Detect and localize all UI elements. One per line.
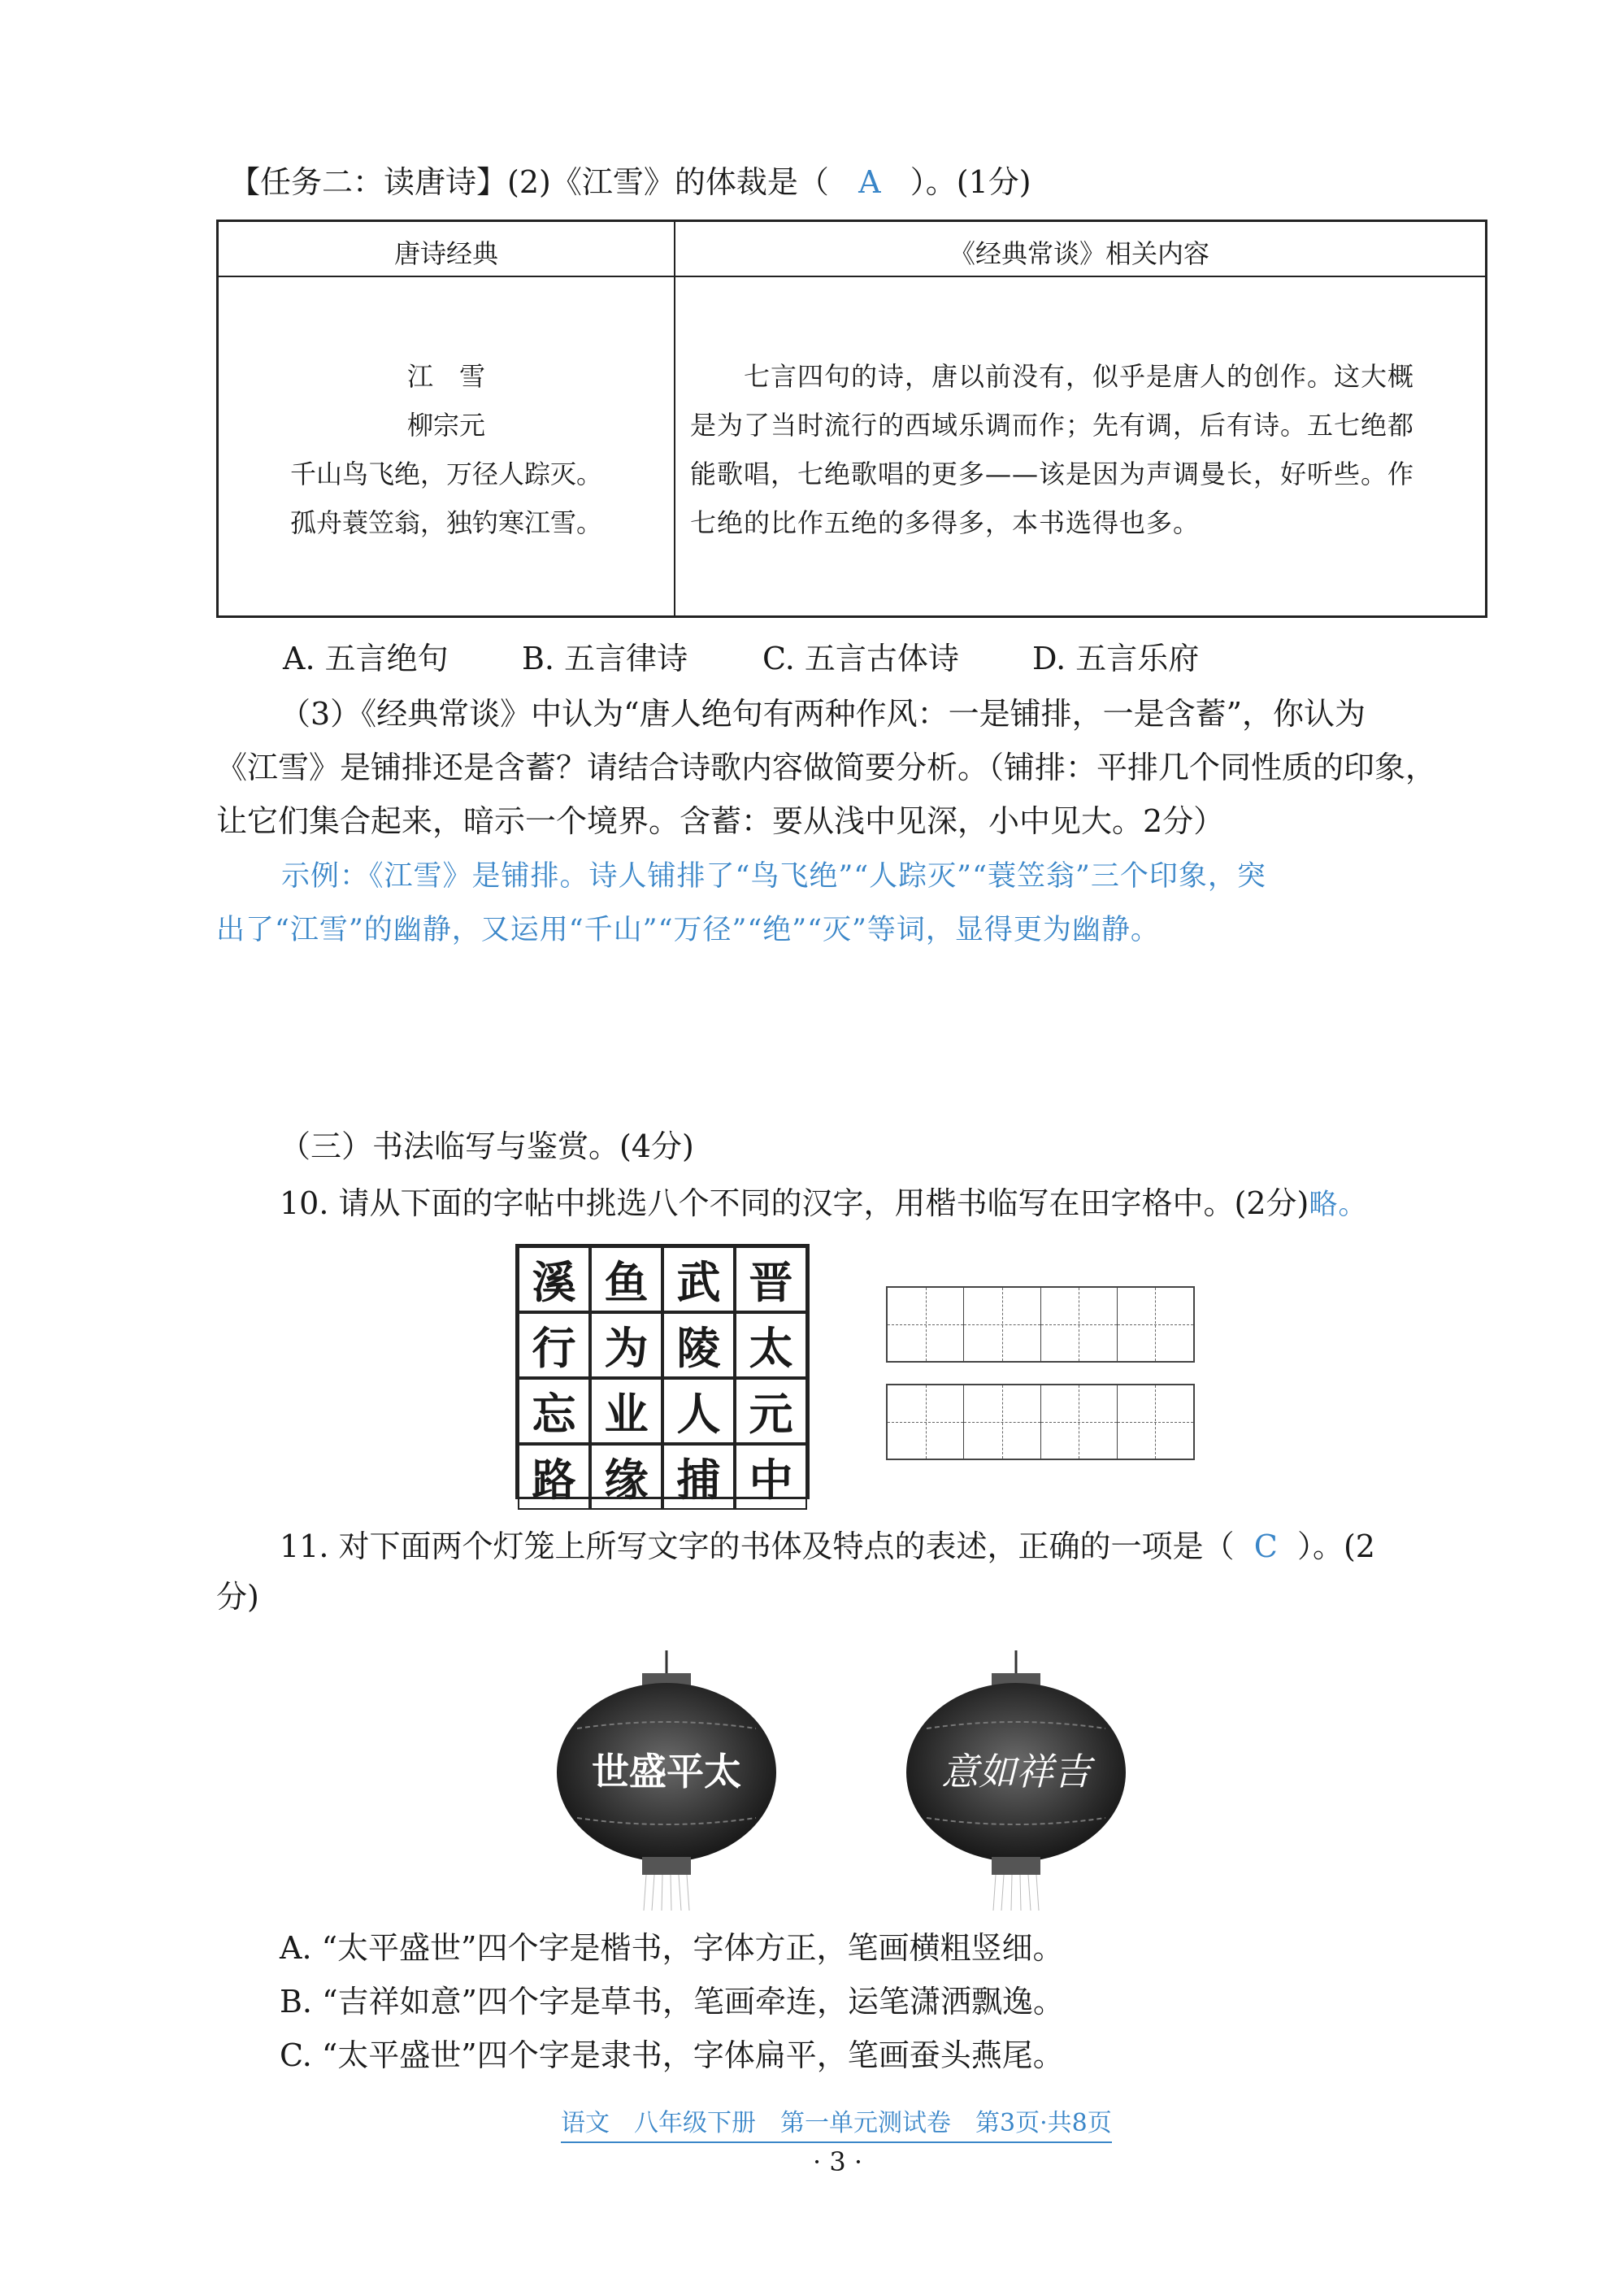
option-c: C. 五言古体诗 (762, 641, 959, 676)
calligraphy-sample-grid (515, 1244, 810, 1506)
poem-line-2: 孤舟蓑笠翁，独钓寒江雪。 (289, 507, 602, 538)
calligraphy-char: 陵 (662, 1312, 735, 1378)
calligraphy-char: 忘 (518, 1378, 590, 1444)
table-header-left: 唐诗经典 (393, 238, 498, 269)
practice-grid-row-1[interactable] (886, 1286, 1195, 1363)
section3-heading: （三）书法临写与鉴赏。(4分) (280, 1128, 694, 1164)
lantern-left (557, 1650, 776, 1911)
lantern-right-text: 意如祥吉 (941, 1750, 1091, 1794)
poem-title: 江 雪 (406, 361, 485, 392)
calligraphy-char: 元 (735, 1378, 807, 1444)
calligraphy-char: 业 (590, 1378, 662, 1444)
explain-line-2: 是为了当时流行的西域乐调而作；先有调，后有诗。五七绝都 (690, 410, 1415, 441)
option-a: A. 五言绝句 (283, 641, 449, 676)
calligraphy-char: 缘 (590, 1444, 662, 1510)
table-header-right: 《经典常谈》相关内容 (949, 238, 1209, 269)
q3-line-3: 让它们集合起来，暗示一个境界。含蓄：要从浅中见深，小中见大。2分） (216, 803, 1225, 839)
q11-answer: C (1253, 1528, 1278, 1564)
calligraphy-char: 中 (735, 1444, 807, 1510)
calligraphy-char: 武 (662, 1246, 735, 1312)
task2-answer: A (858, 164, 881, 200)
q10-answer: 略。 (1309, 1189, 1368, 1221)
comparison-table (216, 220, 1487, 618)
q3-line-2: 《江雪》是铺排还是含蓄？请结合诗歌内容做简要分析。（铺排：平排几个同性质的印象， (216, 750, 1437, 785)
lantern-right (906, 1650, 1126, 1911)
calligraphy-char: 人 (662, 1378, 735, 1444)
q11-line-1: 11. 对下面两个灯笼上所写文字的书体及特点的表述，正确的一项是（ C ）。(2 (280, 1528, 1375, 1564)
q3-answer-line-1: 示例：《江雪》是铺排。诗人铺排了“鸟飞绝”“人踪灭”“蓑笠翁”三个印象，突 (281, 860, 1266, 893)
q3-answer-line-2: 出了“江雪”的幽静，又运用“千山”“万径”“绝”“灭”等词，显得更为幽静。 (216, 914, 1160, 946)
option-d: D. 五言乐府 (1032, 641, 1200, 676)
poem-line-1: 千山鸟飞绝，万径人踪灭。 (289, 459, 602, 489)
explain-line-3: 能歌唱，七绝歌唱的更多——该是因为声调曼长，好听些。作 (690, 459, 1415, 489)
q3-line-1: （3）《经典常谈》中认为“唐人绝句有两种作风：一是铺排，一是含蓄”，你认为 (280, 696, 1366, 732)
task2-question: 【任务二：读唐诗】(2)《江雪》的体裁是（ A ）。(1分) (229, 164, 1031, 200)
calligraphy-char: 鱼 (590, 1246, 662, 1312)
lantern-illustration (553, 1650, 1170, 1911)
option-b: B. 五言律诗 (522, 641, 688, 676)
calligraphy-char: 捕 (662, 1444, 735, 1510)
q11-option-a: A. “太平盛世”四个字是楷书，字体方正，笔画横粗竖细。 (280, 1930, 1064, 1966)
q11-option-c: C. “太平盛世”四个字是隶书，字体扁平，笔画蚕头燕尾。 (280, 2037, 1064, 2073)
calligraphy-char: 路 (518, 1444, 590, 1510)
page-footer: 语文 八年级下册 第一单元测试卷 第3页·共8页 (561, 2102, 1112, 2143)
calligraphy-char: 为 (590, 1312, 662, 1378)
page-number: · 3 · (813, 2146, 863, 2177)
calligraphy-char: 太 (735, 1312, 807, 1378)
lantern-left-text: 世盛平太 (592, 1750, 741, 1794)
q11-line-2: 分) (216, 1579, 259, 1615)
calligraphy-char: 行 (518, 1312, 590, 1378)
q11-option-b: B. “吉祥如意”四个字是草书，笔画牵连，运笔潇洒飘逸。 (280, 1984, 1064, 2020)
calligraphy-char: 溪 (518, 1246, 590, 1312)
explain-line-1: 七言四句的诗，唐以前没有，似乎是唐人的创作。这大概 (744, 361, 1415, 392)
q10-text: 10. 请从下面的字帖中挑选八个不同的汉字，用楷书临写在田字格中。(2分)略。 (280, 1185, 1368, 1221)
calligraphy-char: 晋 (735, 1246, 807, 1312)
explain-line-4: 七绝的比作五绝的多得多，本书选得也多。 (690, 507, 1201, 538)
practice-grid-row-2[interactable] (886, 1384, 1195, 1460)
poem-author: 柳宗元 (406, 410, 485, 441)
